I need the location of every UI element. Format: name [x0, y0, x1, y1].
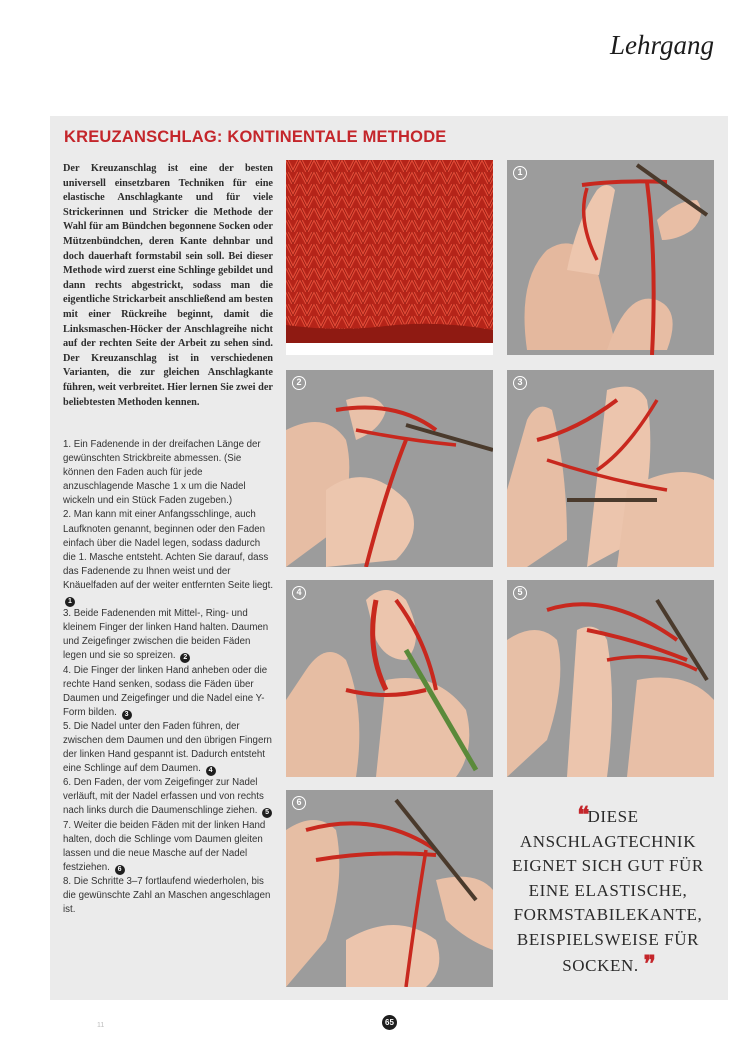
- article-title: KREUZANSCHLAG: KONTINENTALE METHODE: [64, 128, 447, 146]
- step-photo-2: [286, 370, 493, 567]
- step-item: 1. Ein Fadenende in der dreifachen Länge der gewünschten Strickbreite abmessen. (Sie können den Faden auch für jede anzuschlagende Masche 1 x um die Nadel wickeln und ein Stück Faden zugeben.): [63, 439, 261, 507]
- step-item: 4. Die Finger der linken Hand anheben oder die rechte Hand senken, sodass die Fäden über Daumen und Zeigefinger und die Nadel eine Y-Form bilden. 3: [63, 664, 268, 718]
- step-item: 6. Den Faden, der vom Zeigefinger zur Nadel verläuft, mit der Nadel erfassen und von rechts nach links durch die Daumenschlinge ziehen. 5: [63, 776, 275, 818]
- photo-number-badge: 4: [292, 586, 306, 600]
- photo-ref-badge: 3: [122, 710, 132, 720]
- section-label: Lehrgang: [609, 30, 714, 60]
- step-item: 7. Weiter die beiden Fäden mit der linken Hand halten, doch die Schlinge vom Daumen gleiten lassen und die neue Masche auf der Nadel festziehen. 6: [63, 819, 266, 873]
- hand-yarn-illustration: [286, 370, 493, 567]
- step-item: 5. Die Nadel unter den Faden führen, der zwischen dem Daumen und den übrigen Fingern der linken Hand gespannt ist. Dadurch entsteht eine Schlinge auf dem Daumen. 4: [63, 720, 272, 775]
- quote-text: DIESE ANSCHLAGTECHNIK EIGNET SICH GUT FÜR EINE ELASTISCHE, FORMSTABILEKANTE, BEISPIELSWEISE FÜR SOCKEN.: [512, 807, 704, 975]
- hand-yarn-illustration: [507, 160, 714, 355]
- hand-yarn-illustration: [286, 790, 493, 987]
- hand-yarn-illustration: [507, 370, 714, 567]
- photo-number-badge: 5: [513, 586, 527, 600]
- photo-ref-badge: 6: [115, 865, 125, 875]
- step-photo-4: [286, 580, 493, 777]
- step-item: 8. Die Schritte 3–7 fortlaufend wiederholen, bis die gewünschte Zahl an Maschen angeschlagen ist.: [63, 875, 271, 916]
- photo-number-badge: 2: [292, 376, 306, 390]
- hand-yarn-illustration: [286, 580, 493, 777]
- steps-list: [63, 438, 275, 917]
- step-item: 2. Man kann mit einer Anfangsschlinge, auch Laufknoten genannt, beginnen oder den Faden einfach über die Nadel legen, sodass dadurch die 1. Masche entsteht. Achten Sie darauf, dass das Fadenende zu Ihnen weist und der Knäuelfaden auf der weiter entfernten Seite liegt. 1: [63, 509, 274, 606]
- hand-yarn-illustration: [507, 580, 714, 777]
- intro-text: Der Kreuzanschlag ist eine der besten universell einsetzbaren Techniken für eine elastische Anschlagkante und für viele Strickerinnen und Stricker die Methode der Wahl für am Bündchen begonnene Socken oder Mützenbündchen, deren Kante dehnbar und doch dauerhaft formstabil sein soll. Bei dieser Methode wird zuerst eine Schlinge gebildet und dann rechts abgestrickt, sodass man die eigentliche Strickarbeit anschließend am besten mit einer Rückreihe beginnt, damit die Linksmaschen-Höcker der Anschlagreihe nicht auf der rechten Seite der Arbeit zu sehen sind. Der Kreuzanschlag ist in verschiedenen Varianten, die zur gleichen Anschlagkante führen, weit verbreitet. Hier lernen Sie zwei der beliebtesten Methoden kennen.: [63, 163, 273, 408]
- knit-swatch-photo: [286, 160, 493, 355]
- print-mark: 11: [97, 1022, 105, 1029]
- step-photo-3: [507, 370, 714, 567]
- photo-ref-badge: 1: [65, 597, 75, 607]
- photo-number-badge: 1: [513, 166, 527, 180]
- photo-number-badge: 3: [513, 376, 527, 390]
- pull-quote: [508, 803, 708, 979]
- quote-close-icon: ❜❜: [643, 951, 654, 976]
- step-photo-1: [507, 160, 714, 355]
- knit-swatch-illustration: [286, 160, 493, 355]
- step-photo-6: [286, 790, 493, 987]
- step-item: 3. Beide Fadenenden mit Mittel-, Ring- und kleinem Finger der linken Hand halten. Daumen und Zeigefinger zwischen die beiden Fäden legen und sie so spreizen. 2: [63, 608, 269, 662]
- photo-ref-badge: 5: [262, 808, 272, 818]
- photo-number-badge: 6: [292, 796, 306, 810]
- photo-ref-badge: 4: [206, 766, 216, 776]
- photo-ref-badge: 2: [180, 653, 190, 663]
- quote-open-icon: ❛❛: [577, 802, 588, 827]
- step-photo-5: [507, 580, 714, 777]
- page-number: 65: [382, 1015, 397, 1030]
